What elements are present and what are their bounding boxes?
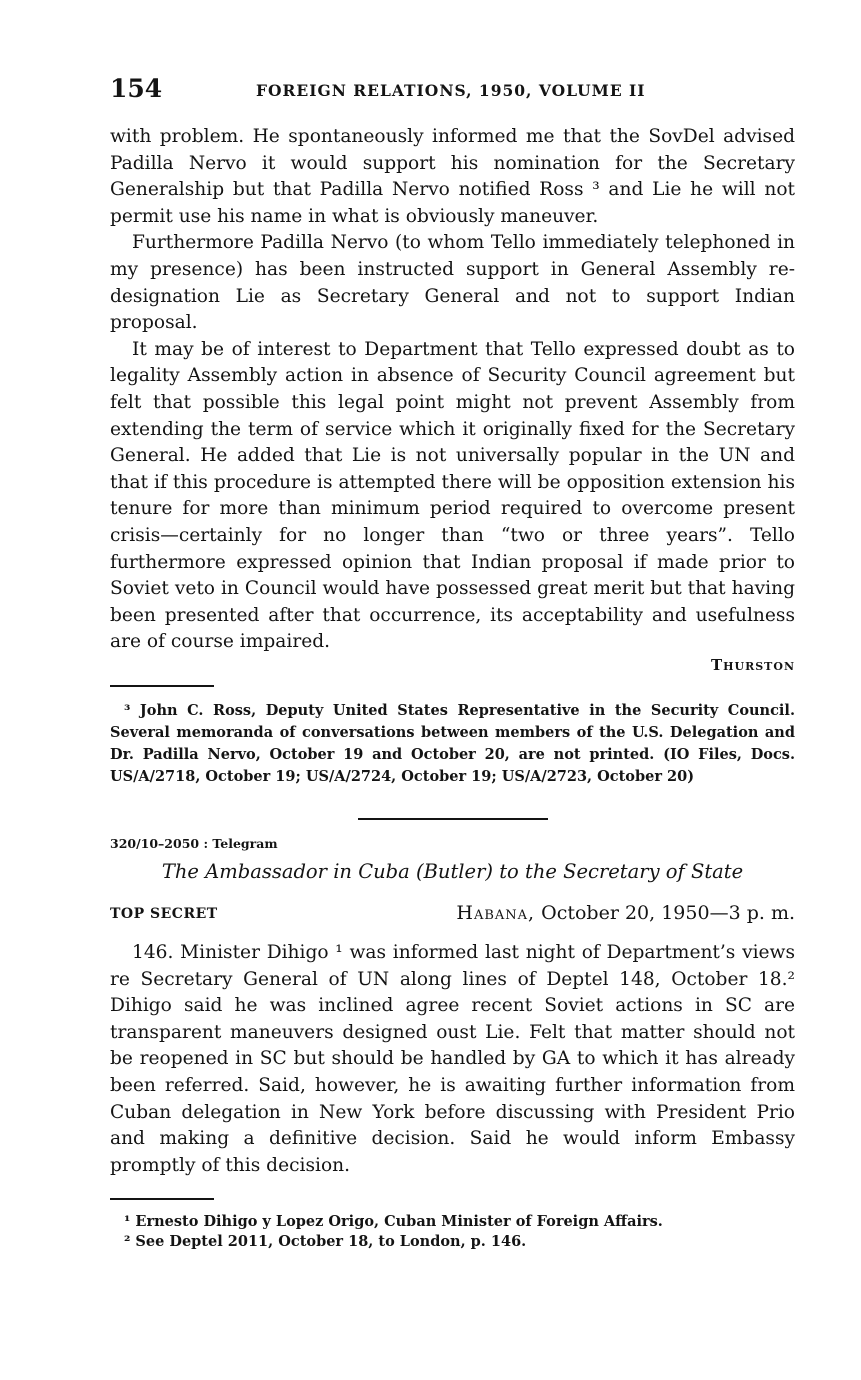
footnotes-second [110,1212,795,1252]
section-divider [358,818,548,820]
place: Habana, [456,902,536,924]
paragraph: Furthermore Padilla Nervo (to whom Tello immediately telephoned in my presence) has been instructed support in General Assembly re-designation Lie as Secretary General and not to support Indian proposal. [110,232,795,334]
telegram-two-body [110,940,795,1179]
footnotes-first [110,700,795,788]
footnote-divider [110,685,214,687]
footnote-divider [110,1198,214,1200]
dateline [456,902,795,924]
page-header [110,74,800,108]
file-reference: 320/10–2050 : Telegram [110,836,278,851]
running-title: FOREIGN RELATIONS, 1950, VOLUME II [256,81,646,100]
telegram-one-body [110,124,795,656]
paragraph: 146. Minister Dihigo ¹ was informed last night of Department’s views re Secretary General of UN along lines of Deptel 148, October 18.² Dihigo said he was inclined agree recent Soviet actions in SC are transparent maneuvers designed oust Lie. Felt that matter should not be reopened in SC but should be handled by GA to which it has already been referred. Said, however, he is awaiting further information from Cuban delegation in New York before discussing with President Prio and making a definitive decision. Said he would inform Embassy promptly of this decision. [110,942,795,1176]
footnote-2: ² See Deptel 2011, October 18, to London, p. 146. [124,1233,527,1250]
page-number: 154 [110,74,163,103]
footnote-3: ³ John C. Ross, Deputy United States Representative in the Security Council. Several memoranda of conversations between members of the U.S. Delegation and Dr. Padilla Nervo, October 19 and October 20, are not printed. (IO Files, Docs. US/A/2718, October 19; US/A/2724, October 19; US/A/2723, October 20) [110,702,795,785]
paragraph: It may be of interest to Department that Tello expressed doubt as to legality Assembly action in absence of Security Council agreement but felt that possible this legal point might not prevent Assembly from extending the term of service which it originally fixed for the Secretary General. He added that Lie is not universally popular in the UN and that if this procedure is attempted there will be opposition extension his tenure for more than minimum period required to overcome present crisis—certainly for no longer than “two or three years”. Tello furthermore expressed opinion that Indian proposal if made prior to Soviet veto in Council would have possessed great merit but that having been presented after that occurrence, its acceptability and usefulness are of course impaired. [110,338,795,653]
signature: Thurston [710,656,795,674]
date-time: October 20, 1950—3 p. m. [541,902,795,924]
classification: TOP SECRET [110,906,218,922]
dateline-row [110,902,795,930]
paragraph-continuation: with problem. He spontaneously informed me that the SovDel advised Padilla Nervo it would support his nomination for the Secretary Generalship but that Padilla Nervo notified Ross ³ and Lie he will not permit use his name in what is obviously maneuver. [110,126,795,227]
footnote-1: ¹ Ernesto Dihigo y Lopez Origo, Cuban Minister of Foreign Affairs. [124,1213,663,1230]
document-title: The Ambassador in Cuba (Butler) to the Secretary of State [161,860,744,883]
